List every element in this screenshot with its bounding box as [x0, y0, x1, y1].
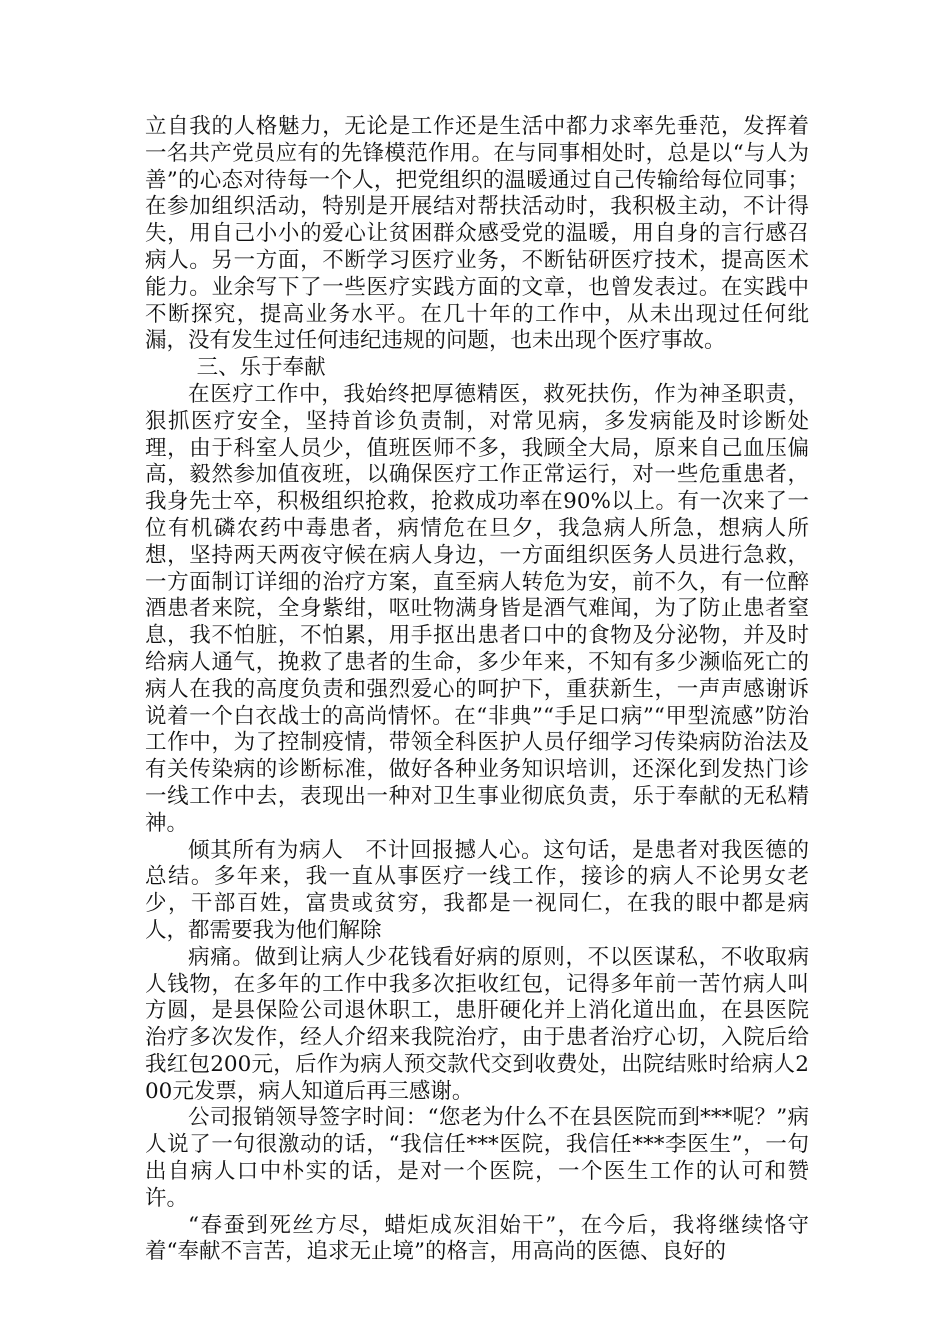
paragraph-trust: 公司报销领导签字时间：“您老为什么不在县医院而到***呢？”病人说了一句很激动的话，“我信任***医院，我信任***李医生”，一句出自病人口中朴实的话，是对一个医院，一个医生工作的认可和赞许。 [145, 1105, 809, 1211]
paragraph-dedication: 在医疗工作中，我始终把厚德精医，救死扶伤，作为神圣职责，狠抓医疗安全，坚持首诊负责制，对常见病，多发病能及时诊断处理，由于科室人员少，值班医师不多，我顾全大局，原来自己血压偏高，毅然参加值夜班，以确保医疗工作正常运行，对一些危重患者，我身先士卒，积极组织抢救，抢救成功率在90%以上。有一次来了一位有机磷农药中毒患者，病情危在旦夕，我急病人所急，想病人所想，坚持两天两夜守候在病人身边，一方面组织医务人员进行急救，一方面制订详细的治疗方案，直至病人转危为安，前不久，有一位醉酒患者来院，全身紫绀，呕吐物满身皆是酒气难闻，为了防止患者窒息，我不怕脏，不怕累，用手抠出患者口中的食物及分泌物，并及时给病人通气，挽救了患者的生命，多少年来，不知有多少濒临死亡的病人在我的高度负责和强烈爱心的呵护下，重获新生，一声声感谢诉说着一个白衣战士的高尚情怀。在“非典”“手足口病”“甲型流感”防治工作中，为了控制疫情，带领全科医护人员仔细学习传染病防治法及有关传染病的诊断标准，做好各种业务知识培训，还深化到发热门诊一线工作中去，表现出一种对卫生事业彻底负责，乐于奉献的无私精神。 [145, 381, 809, 836]
paragraph-continuation: 立自我的人格魅力，无论是工作还是生活中都力求率先垂范，发挥着一名共产党员应有的先锋模范作用。在与同事相处时，总是以“与人为善”的心态对待每一个人，把党组织的温暖通过自己传输给每位同事；在参加组织活动，特别是开展结对帮扶活动时，我积极主动，不计得失，用自己小小的爱心让贫困群众感受党的温暖，用自身的言行感召病人。另一方面，不断学习医疗业务，不断钻研医疗技术，提高医术能力。业余写下了一些医疗实践方面的文章，也曾发表过。在实践中不断探究，提高业务水平。在几十年的工作中，从未出现过任何纰漏，没有发生过任何违纪违规的问题，也未出现个医疗事故。 [145, 114, 809, 354]
section-heading: 三、乐于奉献 [196, 355, 326, 381]
paragraph-closing: “春蚕到死丝方尽，蜡炬成灰泪始干”，在今后，我将继续恪守着“奉献不言苦，追求无止境”的格言，用高尚的医德、良好的 [145, 1212, 809, 1265]
document-page [145, 114, 809, 1266]
paragraph-no-bribes: 病痛。做到让病人少花钱看好病的原则，不以医谋私，不收取病人钱物，在多年的工作中我多次拒收红包，记得多年前一苦竹病人叫方圆，是县保险公司退休职工，患肝硬化并上消化道出血，在县医院治疗多次发作，经人介绍来我院治疗，由于患者治疗心切，入院后给我红包200元，后作为病人预交款代交到收费处，出院结账时给病人200元发票，病人知道后再三感谢。 [145, 944, 809, 1104]
paragraph-patient-summary: 倾其所有为病人 不计回报撼人心。这句话，是患者对我医德的总结。多年来，我一直从事医疗一线工作，接诊的病人不论男女老少，干部百姓，富贵或贫穷，我都是一视同仁，在我的眼中都是病人，都需要我为他们解除 [145, 837, 809, 943]
